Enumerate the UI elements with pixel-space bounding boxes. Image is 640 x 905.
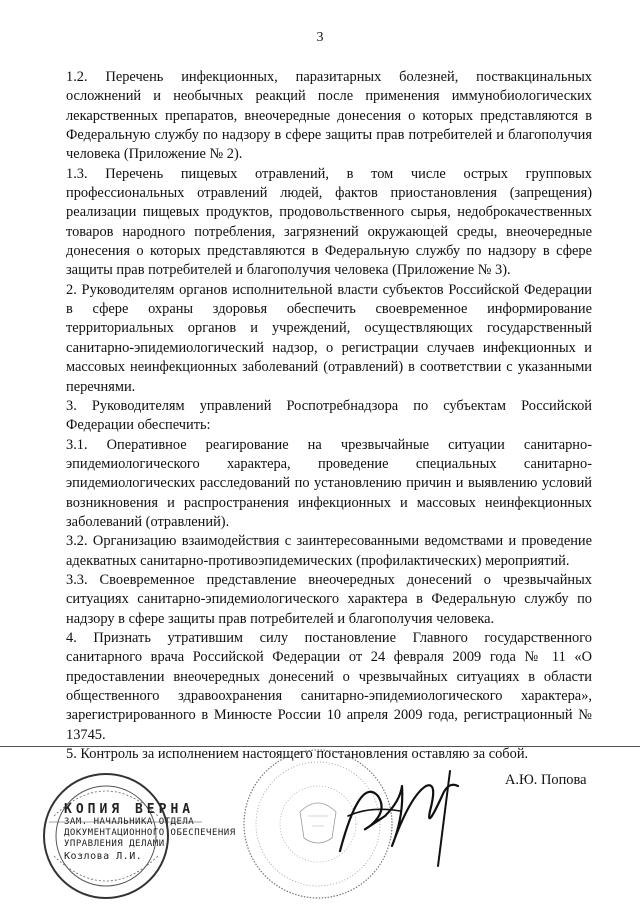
stamp-line: ЗАМ. НАЧАЛЬНИКА ОТДЕЛА xyxy=(64,817,195,827)
paragraph-3-1: 3.1. Оперативное реагирование на чрезвычайные ситуации санитарно-эпидемиологического характера, проведение специальных санитарно-эпидемиологических расследований по установлению причин и выявлению условий возникновения и распространения инфекционных и массовых неинфекционных заболеваний (отравлений). xyxy=(66,436,592,530)
page-number: 3 xyxy=(316,30,324,45)
handwritten-signature xyxy=(330,756,480,876)
paragraph-3-3: 3.3. Своевременное представление внеочередных донесений о чрезвычайных ситуациях санитарно-эпидемиологического характера в Федеральную службу по надзору в сфере защиты прав потребителей и благополучия человека. xyxy=(66,571,592,627)
paragraph-1-2: 1.2. Перечень инфекционных, паразитарных болезней, поствакцинальных осложнений и необычных реакций после применения иммунобиологических лекарственных препаратов, внеочередные донесения о которых представляются в Федеральную службу по надзору в сфере защиты прав потребителей и благополучия человека (Приложение № 2). xyxy=(66,69,592,163)
stamp-line: Козлова Л.И. xyxy=(64,851,143,862)
paragraph-3-2: 3.2. Организацию взаимодействия с заинтересованными ведомствами и проведение адекватных санитарно-противоэпидемических (профилактических) мероприятий. xyxy=(66,533,592,569)
document-body xyxy=(66,68,592,764)
signer-name: А.Ю. Попова xyxy=(505,772,587,788)
stamp-line: УПРАВЛЕНИЯ ДЕЛАМИ xyxy=(64,839,165,849)
stamp-title: КОПИЯ ВЕРНА xyxy=(64,802,195,817)
paragraph-3: 3. Руководителям управлений Роспотребнадзора по субъектам Российской Федерации обеспечить: xyxy=(66,397,592,434)
paragraph-5: 5. Контроль за исполнением настоящего постановления оставляю за собой. xyxy=(66,746,529,763)
paragraph-1-3: 1.3. Перечень пищевых отравлений, в том числе острых групповых профессиональных отравлений людей, фактов приостановления (запрещения) реализации пищевых продуктов, продовольственного сырья, недоброкачественных товаров народного потребления, загрязнений окружающей среды, внеочередные донесения о которых представляются в Федеральную службу по надзору в сфере защиты прав потребителей и благополучия человека (Приложение № 3). xyxy=(66,165,592,279)
paragraph-2: 2. Руководителям органов исполнительной власти субъектов Российской Федерации в сфере охраны здоровья обеспечить своевременное информирование территориальных органов и учреждений, осуществляющих государственный санитарно-эпидемиологический надзор, о регистрации случаев инфекционных и массовых неинфекционных заболеваний (отравлений) в соответствии с указанными перечнями. xyxy=(66,281,592,395)
stamp-line: ДОКУМЕНТАЦИОННОГО ОБЕСПЕЧЕНИЯ xyxy=(64,828,236,838)
paragraph-4: 4. Признать утратившим силу постановление Главного государственного санитарного врача Российской Федерации от 24 февраля 2009 года № 11 «О предоставлении внеочередных донесений о чрезвычайных ситуациях в области общественного здравоохранения санитарно-эпидемиологического характера», зарегистрированного в Минюсте России 10 апреля 2009 года, регистрационный № 13745. xyxy=(66,629,592,743)
